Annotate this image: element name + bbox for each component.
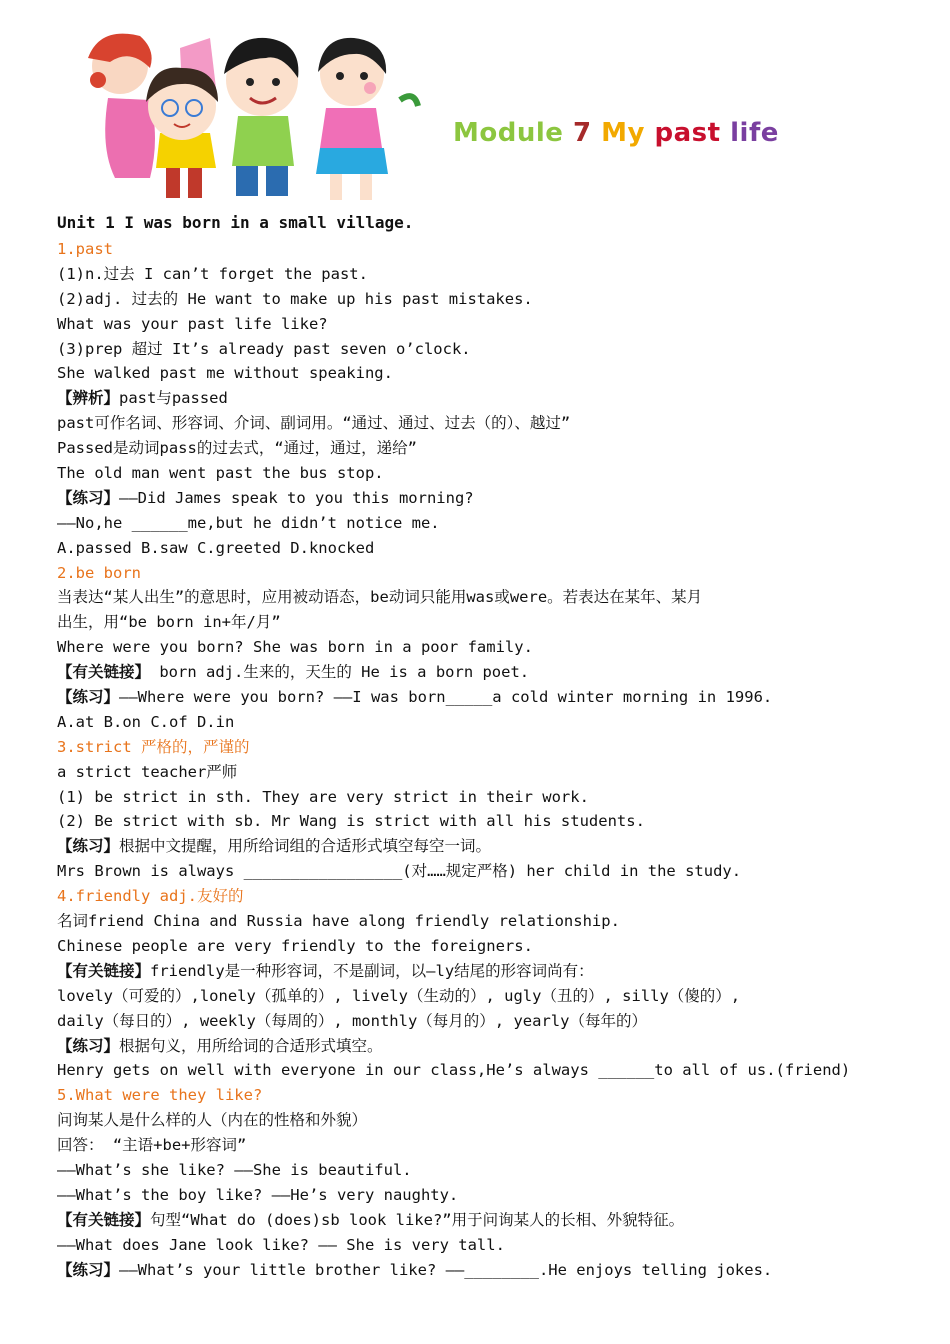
label-tag: 【辨析】 xyxy=(57,389,120,408)
line-text: ——Where were you born? ——I was born_____a cold winter morning in 1996. xyxy=(119,688,773,707)
line-text: 4.friendly adj.友好的 xyxy=(57,887,244,906)
line-text: 回答： “主语+be+形容词” xyxy=(57,1136,247,1155)
line-text: ——What’s your little brother like? ——________.He enjoys telling jokes. xyxy=(119,1260,773,1279)
label-tag: 【有关链接】 xyxy=(57,663,151,682)
text-line xyxy=(57,436,937,461)
section-heading xyxy=(57,884,937,909)
line-text: ——What does Jane look like? —— She is very tall. xyxy=(57,1235,505,1254)
line-text: 出生，用“be born in+年/月” xyxy=(57,613,281,632)
line-text: ——No,he ______me,but he didn’t notice me. xyxy=(57,513,440,532)
line-text: 名词friend China and Russia have along friendly relationship. xyxy=(57,912,620,931)
text-line xyxy=(57,959,937,984)
notes-body xyxy=(57,237,937,1282)
text-line xyxy=(57,1058,937,1083)
line-text: The old man went past the bus stop. xyxy=(57,464,384,483)
text-line xyxy=(57,486,937,511)
text-line xyxy=(57,685,937,710)
section-heading xyxy=(57,561,937,586)
text-line xyxy=(57,386,937,411)
section-heading xyxy=(57,735,937,760)
text-line xyxy=(57,1009,937,1034)
text-line xyxy=(57,1133,937,1158)
line-text: ——What’s she like? ——She is beautiful. xyxy=(57,1160,412,1179)
line-text: A.at B.on C.of D.in xyxy=(57,712,235,731)
text-line xyxy=(57,909,937,934)
line-text: She walked past me without speaking. xyxy=(57,364,393,383)
label-tag: 【练习】 xyxy=(57,688,120,707)
line-text: 问询某人是什么样的人（内在的性格和外貌） xyxy=(57,1111,368,1130)
text-line xyxy=(57,710,937,735)
line-text: friendly是一种形容词，不是副词，以—ly结尾的形容词尚有： xyxy=(150,961,594,980)
text-line xyxy=(57,411,937,436)
text-line xyxy=(57,859,937,884)
text-line xyxy=(57,635,937,660)
label-tag: 【练习】 xyxy=(57,837,120,856)
text-line xyxy=(57,1158,937,1183)
children-illustration xyxy=(70,28,430,218)
text-line xyxy=(57,287,937,312)
line-text: Mrs Brown is always _________________(对……规定严格) her child in the study. xyxy=(57,862,742,881)
text-line xyxy=(57,1183,937,1208)
text-line xyxy=(57,1258,937,1283)
line-text: (3)prep 超过 It’s already past seven o’clock. xyxy=(57,339,471,358)
line-text: 5.What were they like? xyxy=(57,1086,263,1105)
line-text: past可作名词、形容词、介词、副词用。“通过、通过、过去（的）、越过” xyxy=(57,414,571,433)
line-text: 根据中文提醒，用所给词组的合适形式填空每空一词。 xyxy=(119,837,492,856)
line-text: (2)adj. 过去的 He want to make up his past mistakes. xyxy=(57,289,533,308)
line-text: What was your past life like? xyxy=(57,314,328,333)
label-tag: 【练习】 xyxy=(57,1036,120,1055)
line-text: Passed是动词pass的过去式，“通过，通过，递给” xyxy=(57,439,417,458)
label-tag: 【练习】 xyxy=(57,488,120,507)
line-text: ——Did James speak to you this morning? xyxy=(119,488,474,507)
line-text: daily（每日的）, weekly（每周的）, monthly（每月的）, yearly（每年的） xyxy=(57,1011,647,1030)
line-text: Where were you born? She was born in a poor family. xyxy=(57,638,533,657)
line-text: 句型“What do (does)sb look like?”用于问询某人的长相、外貌特征。 xyxy=(150,1210,685,1229)
line-text: 根据句义，用所给词的合适形式填空。 xyxy=(119,1036,383,1055)
text-line xyxy=(57,809,937,834)
unit-title: Unit 1 I was born in a small village. xyxy=(57,213,414,232)
text-line xyxy=(57,262,937,287)
text-line xyxy=(57,660,937,685)
line-text: 1.past xyxy=(57,240,113,258)
text-line xyxy=(57,760,937,785)
line-text: (1) be strict in sth. They are very strict in their work. xyxy=(57,787,589,806)
line-text: Henry gets on well with everyone in our class,He’s always ______to all of us.(friend) xyxy=(57,1061,851,1080)
text-line xyxy=(57,1208,937,1233)
label-tag: 【有关链接】 xyxy=(57,1210,151,1229)
label-tag: 【练习】 xyxy=(57,1260,120,1279)
text-line xyxy=(57,610,937,635)
text-line xyxy=(57,312,937,337)
section-heading xyxy=(57,237,937,262)
line-text: (1)n.过去 I can’t forget the past. xyxy=(57,264,368,283)
line-text: 2.be born xyxy=(57,563,141,582)
text-line xyxy=(57,536,937,561)
text-line xyxy=(57,984,937,1009)
line-text: (2) Be strict with sb. Mr Wang is strict with all his students. xyxy=(57,812,645,831)
text-line xyxy=(57,1034,937,1059)
text-line xyxy=(57,1108,937,1133)
text-line xyxy=(57,511,937,536)
label-tag: 【有关链接】 xyxy=(57,961,151,980)
line-text: A.passed B.saw C.greeted D.knocked xyxy=(57,538,375,557)
section-heading xyxy=(57,1083,937,1108)
line-text: Chinese people are very friendly to the foreigners. xyxy=(57,936,533,955)
text-line xyxy=(57,834,937,859)
line-text: born adj.生来的，天生的 He is a born poet. xyxy=(150,663,530,682)
text-line xyxy=(57,1233,937,1258)
text-line xyxy=(57,934,937,959)
text-line xyxy=(57,785,937,810)
line-text: 3.strict 严格的，严谨的 xyxy=(57,737,250,756)
line-text: lovely（可爱的）,lonely（孤单的）, lively（生动的）, ugly（丑的）, silly（傻的）, xyxy=(57,986,741,1005)
line-text: past与passed xyxy=(119,389,228,408)
line-text: 当表达“某人出生”的意思时，应用被动语态，be动词只能用was或were。若表达在某年、某月 xyxy=(57,588,703,607)
module-title: Module 7 My past life xyxy=(453,118,779,148)
line-text: a strict teacher严师 xyxy=(57,762,238,781)
text-line xyxy=(57,585,937,610)
line-text: ——What’s the boy like? ——He’s very naughty. xyxy=(57,1185,459,1204)
text-line xyxy=(57,337,937,362)
text-line xyxy=(57,361,937,386)
text-line xyxy=(57,461,937,486)
